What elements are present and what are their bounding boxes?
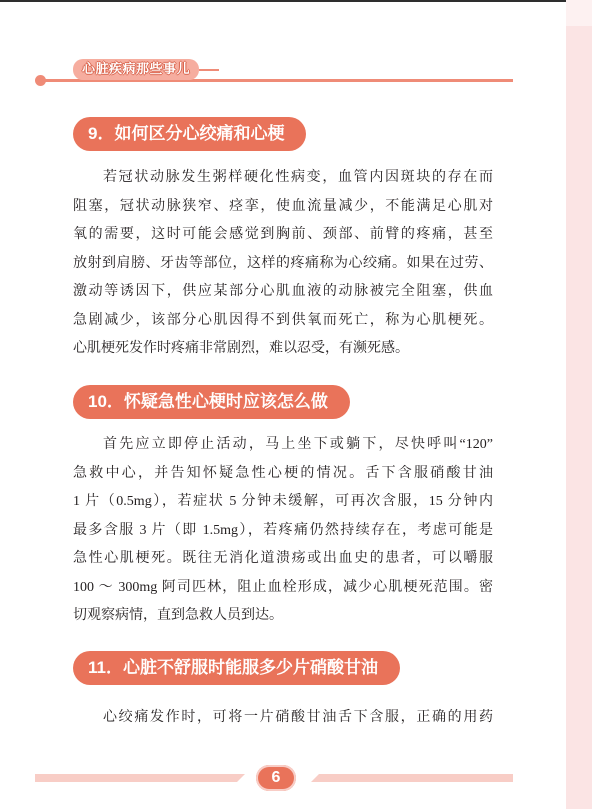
text-line: 若冠状动脉发生粥样硬化性病变，血管内因斑块的存在而	[103, 170, 493, 185]
text-line: 放射到肩膀、牙齿等部位，这样的疼痛称为心绞痛。如果在过劳、	[73, 255, 493, 271]
side-color-band-cap	[566, 0, 592, 26]
running-title: 心脏疾病那些事儿	[73, 59, 199, 80]
text-line: 急性心肌梗死。既往无消化道溃疡或出血史的患者，可以嚼服	[73, 551, 493, 566]
footer-bar-right	[311, 774, 513, 782]
running-title-tag	[73, 59, 219, 80]
text-line: 急剧减少，该部分心肌因得不到供氧而死亡，称为心肌梗死。	[73, 312, 493, 328]
top-edge-rule	[0, 0, 566, 2]
text-line: 激动等诱因下，供应某部分心肌血液的动脉被完全阻塞，供血	[73, 284, 493, 299]
text-line: 1 片（0.5mg），若症状 5 分钟未缓解，可再次含服，15 分钟内	[73, 494, 493, 509]
section-body-9	[73, 164, 493, 364]
section-heading-11: 11．心脏不舒服时能服多少片硝酸甘油	[73, 651, 400, 685]
footer-bar-left	[35, 774, 245, 782]
section-body-11	[73, 704, 493, 733]
text-line: 心绞痛发作时，可将一片硝酸甘油舌下含服，正确的用药	[103, 710, 493, 725]
side-color-band	[566, 26, 592, 809]
section-heading-10: 10．怀疑急性心梗时应该怎么做	[73, 385, 350, 419]
text-line: 心肌梗死发作时疼痛非常剧烈，难以忍受，有濒死感。	[73, 341, 409, 356]
text-line: 最多含服 3 片（即 1.5mg），若疼痛仍然持续存在，考虑可能是	[73, 522, 493, 538]
text-line: 阻塞，冠状动脉狭窄、痉挛，使血流量减少，不能满足心肌对	[73, 198, 493, 214]
page-number: 6	[256, 765, 296, 791]
section-heading-9: 9．如何区分心绞痛和心梗	[73, 117, 306, 151]
text-line: 100 ～ 300mg 阿司匹林，阻止血栓形成，减少心肌梗死范围。密	[73, 579, 493, 595]
section-body-10	[73, 431, 493, 631]
text-line: 氧的需要，这时可能会感觉到胸前、颈部、前臂的疼痛，甚至	[73, 227, 493, 242]
text-line: 首先应立即停止活动，马上坐下或躺下，尽快呼叫“120”	[103, 437, 493, 452]
running-title-tail	[199, 69, 219, 71]
text-line: 急救中心，并告知怀疑急性心梗的情况。舌下含服硝酸甘油	[73, 465, 493, 481]
text-line: 切观察病情，直到急救人员到达。	[73, 608, 283, 623]
